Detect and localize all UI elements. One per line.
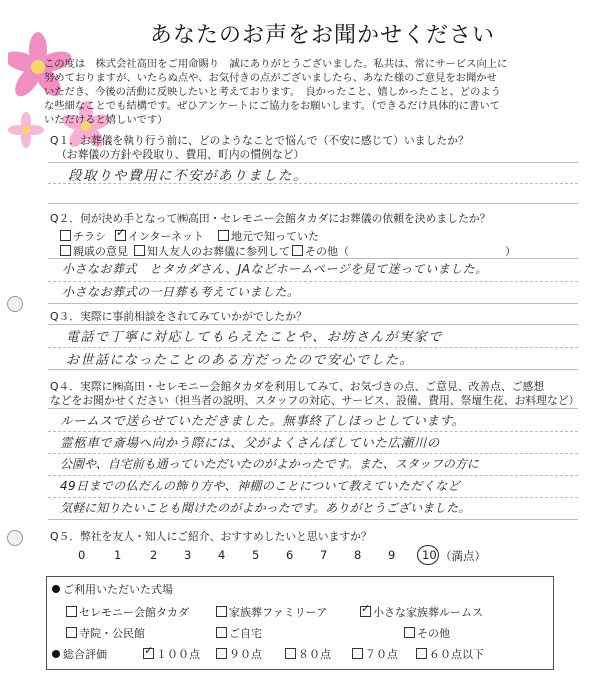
q5-scale bbox=[60, 548, 560, 564]
checkbox[interactable] bbox=[416, 648, 427, 659]
rating-option: ９０点 bbox=[216, 646, 262, 662]
scale-value[interactable]: 9 bbox=[388, 548, 396, 562]
intro-line: この度は 株式会社高田をご用命賜り 誠にありがとうございました。私共は、常にサービス向上に bbox=[44, 58, 508, 70]
venue-heading: ご利用いただいた式場 bbox=[52, 581, 173, 597]
venue-option: 寺院・公民館 bbox=[66, 625, 145, 641]
q2-answer-line: 小さなお葬式の一日葬も考えていました。 bbox=[62, 285, 300, 299]
scale-value[interactable]: 1 bbox=[114, 548, 122, 562]
checkbox[interactable] bbox=[285, 648, 296, 659]
q3-answer-line: お世話になったことのある方だったので安心でした。 bbox=[66, 353, 415, 368]
rating-heading: 総合評価 bbox=[52, 646, 107, 662]
q2-option: 知人友人のお葬儀に参列して bbox=[134, 243, 290, 259]
ruled-line bbox=[48, 430, 578, 432]
q3-answer-line: 電話で丁寧に対応してもらえたことや、お坊さんが実家で bbox=[66, 330, 443, 345]
venue-option: その他 bbox=[404, 625, 450, 641]
intro-text bbox=[44, 57, 584, 127]
ruled-line bbox=[48, 452, 578, 454]
q2-other-close: ） bbox=[505, 245, 516, 258]
checkbox[interactable] bbox=[218, 230, 229, 241]
q4-label: Q４．実際に㈱高田・セレモニー会館タカダを利用してみて、お気づきの点、ご意見、改善点、ご感想 bbox=[50, 380, 545, 393]
q4-answer-line: 公園や、自宅前も通っていただいたのがよかったです。また、スタッフの方に bbox=[60, 457, 479, 471]
scale-value[interactable]: 6 bbox=[286, 548, 294, 562]
checkbox-checked[interactable] bbox=[143, 648, 154, 659]
q1-answer: 段取りや費用に不安がありました。 bbox=[68, 168, 308, 184]
intro-line: な些細なことでも結構です。ぜひアンケートにご協力をお願いします。（できるだけ具体的に書いて bbox=[44, 100, 500, 112]
scale-value[interactable]: 8 bbox=[354, 548, 362, 562]
scale-value[interactable]: 3 bbox=[184, 548, 192, 562]
q4-answer-line: 49日までの仏だんの飾り方や、神棚のことについて教えていただくなど bbox=[60, 479, 460, 493]
q2-label: Q２．何が決め手となって㈱高田・セレモニー会館タカダにお葬儀の依頼を決めましたか？ bbox=[50, 212, 491, 225]
q2-option: チラシ bbox=[60, 228, 106, 244]
q4-answer-line: 霊柩車で斎場へ向かう際には、父がよくさんぽしていた広瀬川の bbox=[60, 435, 440, 450]
checkbox[interactable] bbox=[404, 627, 415, 638]
q4-sub: などをお聞かせください（担当者の説明、スタッフの対応、サービス、設備、費用、祭壇生花、お料理など） bbox=[50, 394, 580, 407]
checkbox[interactable] bbox=[60, 230, 71, 241]
q4-answer-line: 気軽に知りたいことも聞けたのがよかったです。ありがとうございました。 bbox=[60, 501, 471, 515]
q5-label: Q５．弊社を友人・知人にご紹介、おすすめしたいと思いますか？ bbox=[50, 530, 372, 543]
venue-option: セレモニー会館タカダ bbox=[66, 604, 189, 620]
ruled-line bbox=[48, 346, 578, 348]
scale-value[interactable]: 0 bbox=[78, 548, 86, 562]
q2-option: ✓ インターネット bbox=[115, 228, 204, 244]
q2-option: その他（ bbox=[292, 243, 349, 259]
intro-line: いただけると嬉しいです） bbox=[44, 114, 168, 126]
page-title: あなたのお声をお聞かせください bbox=[150, 23, 496, 48]
rating-option: ✓ １００点 bbox=[143, 646, 200, 662]
venue-option: ご自宅 bbox=[216, 625, 262, 641]
scale-value-selected[interactable]: 10 bbox=[422, 548, 437, 562]
venue-option: ✓ 小さな家族葬ルームス bbox=[360, 604, 483, 620]
checkbox-checked[interactable] bbox=[115, 230, 126, 241]
scale-value[interactable]: 2 bbox=[150, 548, 158, 562]
rating-option: ８０点 bbox=[285, 646, 331, 662]
selected-score-circle bbox=[417, 545, 439, 565]
q1-sub: （お葬儀の方針や段取り、費用、町内の慣例など） bbox=[56, 148, 305, 161]
ruled-line bbox=[48, 474, 578, 476]
checkbox[interactable] bbox=[216, 606, 227, 617]
ruled-line bbox=[48, 496, 578, 498]
checkbox[interactable] bbox=[216, 627, 227, 638]
checkbox[interactable] bbox=[66, 627, 77, 638]
q2-option: 親戚の意見 bbox=[60, 243, 128, 259]
checkbox-checked[interactable] bbox=[360, 606, 371, 617]
checkbox[interactable] bbox=[66, 606, 77, 617]
checkbox[interactable] bbox=[216, 648, 227, 659]
bullet-icon bbox=[52, 650, 60, 658]
intro-line: 努めておりますが、いたらぬ点や、お気付きの点がございましたら、あなた様のご意見をお聞かせ bbox=[44, 72, 497, 84]
scale-suffix: （満点） bbox=[440, 549, 486, 563]
q2-answer-line: 小さなお葬式 とタカダさん、JAなどホームページを見て迷っていました。 bbox=[62, 262, 488, 276]
q1-label: Q１．お葬儀を執り行う前に、どのようなことで悩んで（不安に感じて）いましたか？ bbox=[50, 134, 469, 147]
scale-value[interactable]: 7 bbox=[320, 548, 328, 562]
q3-label: Q３．実際に事前相談をされてみていかがでしたか？ bbox=[50, 310, 307, 323]
intro-line: いただき、今後の活動に反映したいと考えております。 良かったこと、嬉しかったこと、どのよう bbox=[44, 86, 501, 98]
venue-option: 家族葬ファミリーア bbox=[216, 604, 327, 620]
scale-value[interactable]: 5 bbox=[252, 548, 260, 562]
bullet-icon bbox=[52, 585, 60, 593]
checkbox[interactable] bbox=[352, 648, 363, 659]
ruled-line bbox=[48, 280, 578, 282]
scale-value[interactable]: 4 bbox=[218, 548, 226, 562]
q4-answer-line: ルームスで送らせていただきました。無事終了しほっとしています。 bbox=[60, 413, 465, 428]
checkbox[interactable] bbox=[60, 245, 71, 256]
punch-hole bbox=[7, 530, 23, 546]
checkbox[interactable] bbox=[292, 245, 303, 256]
punch-hole bbox=[7, 296, 23, 312]
q2-option: 地元で知っていた bbox=[218, 228, 319, 244]
rating-option: ７０点 bbox=[352, 646, 398, 662]
checkbox[interactable] bbox=[134, 245, 145, 256]
rating-option: ６０点以下 bbox=[416, 646, 484, 662]
